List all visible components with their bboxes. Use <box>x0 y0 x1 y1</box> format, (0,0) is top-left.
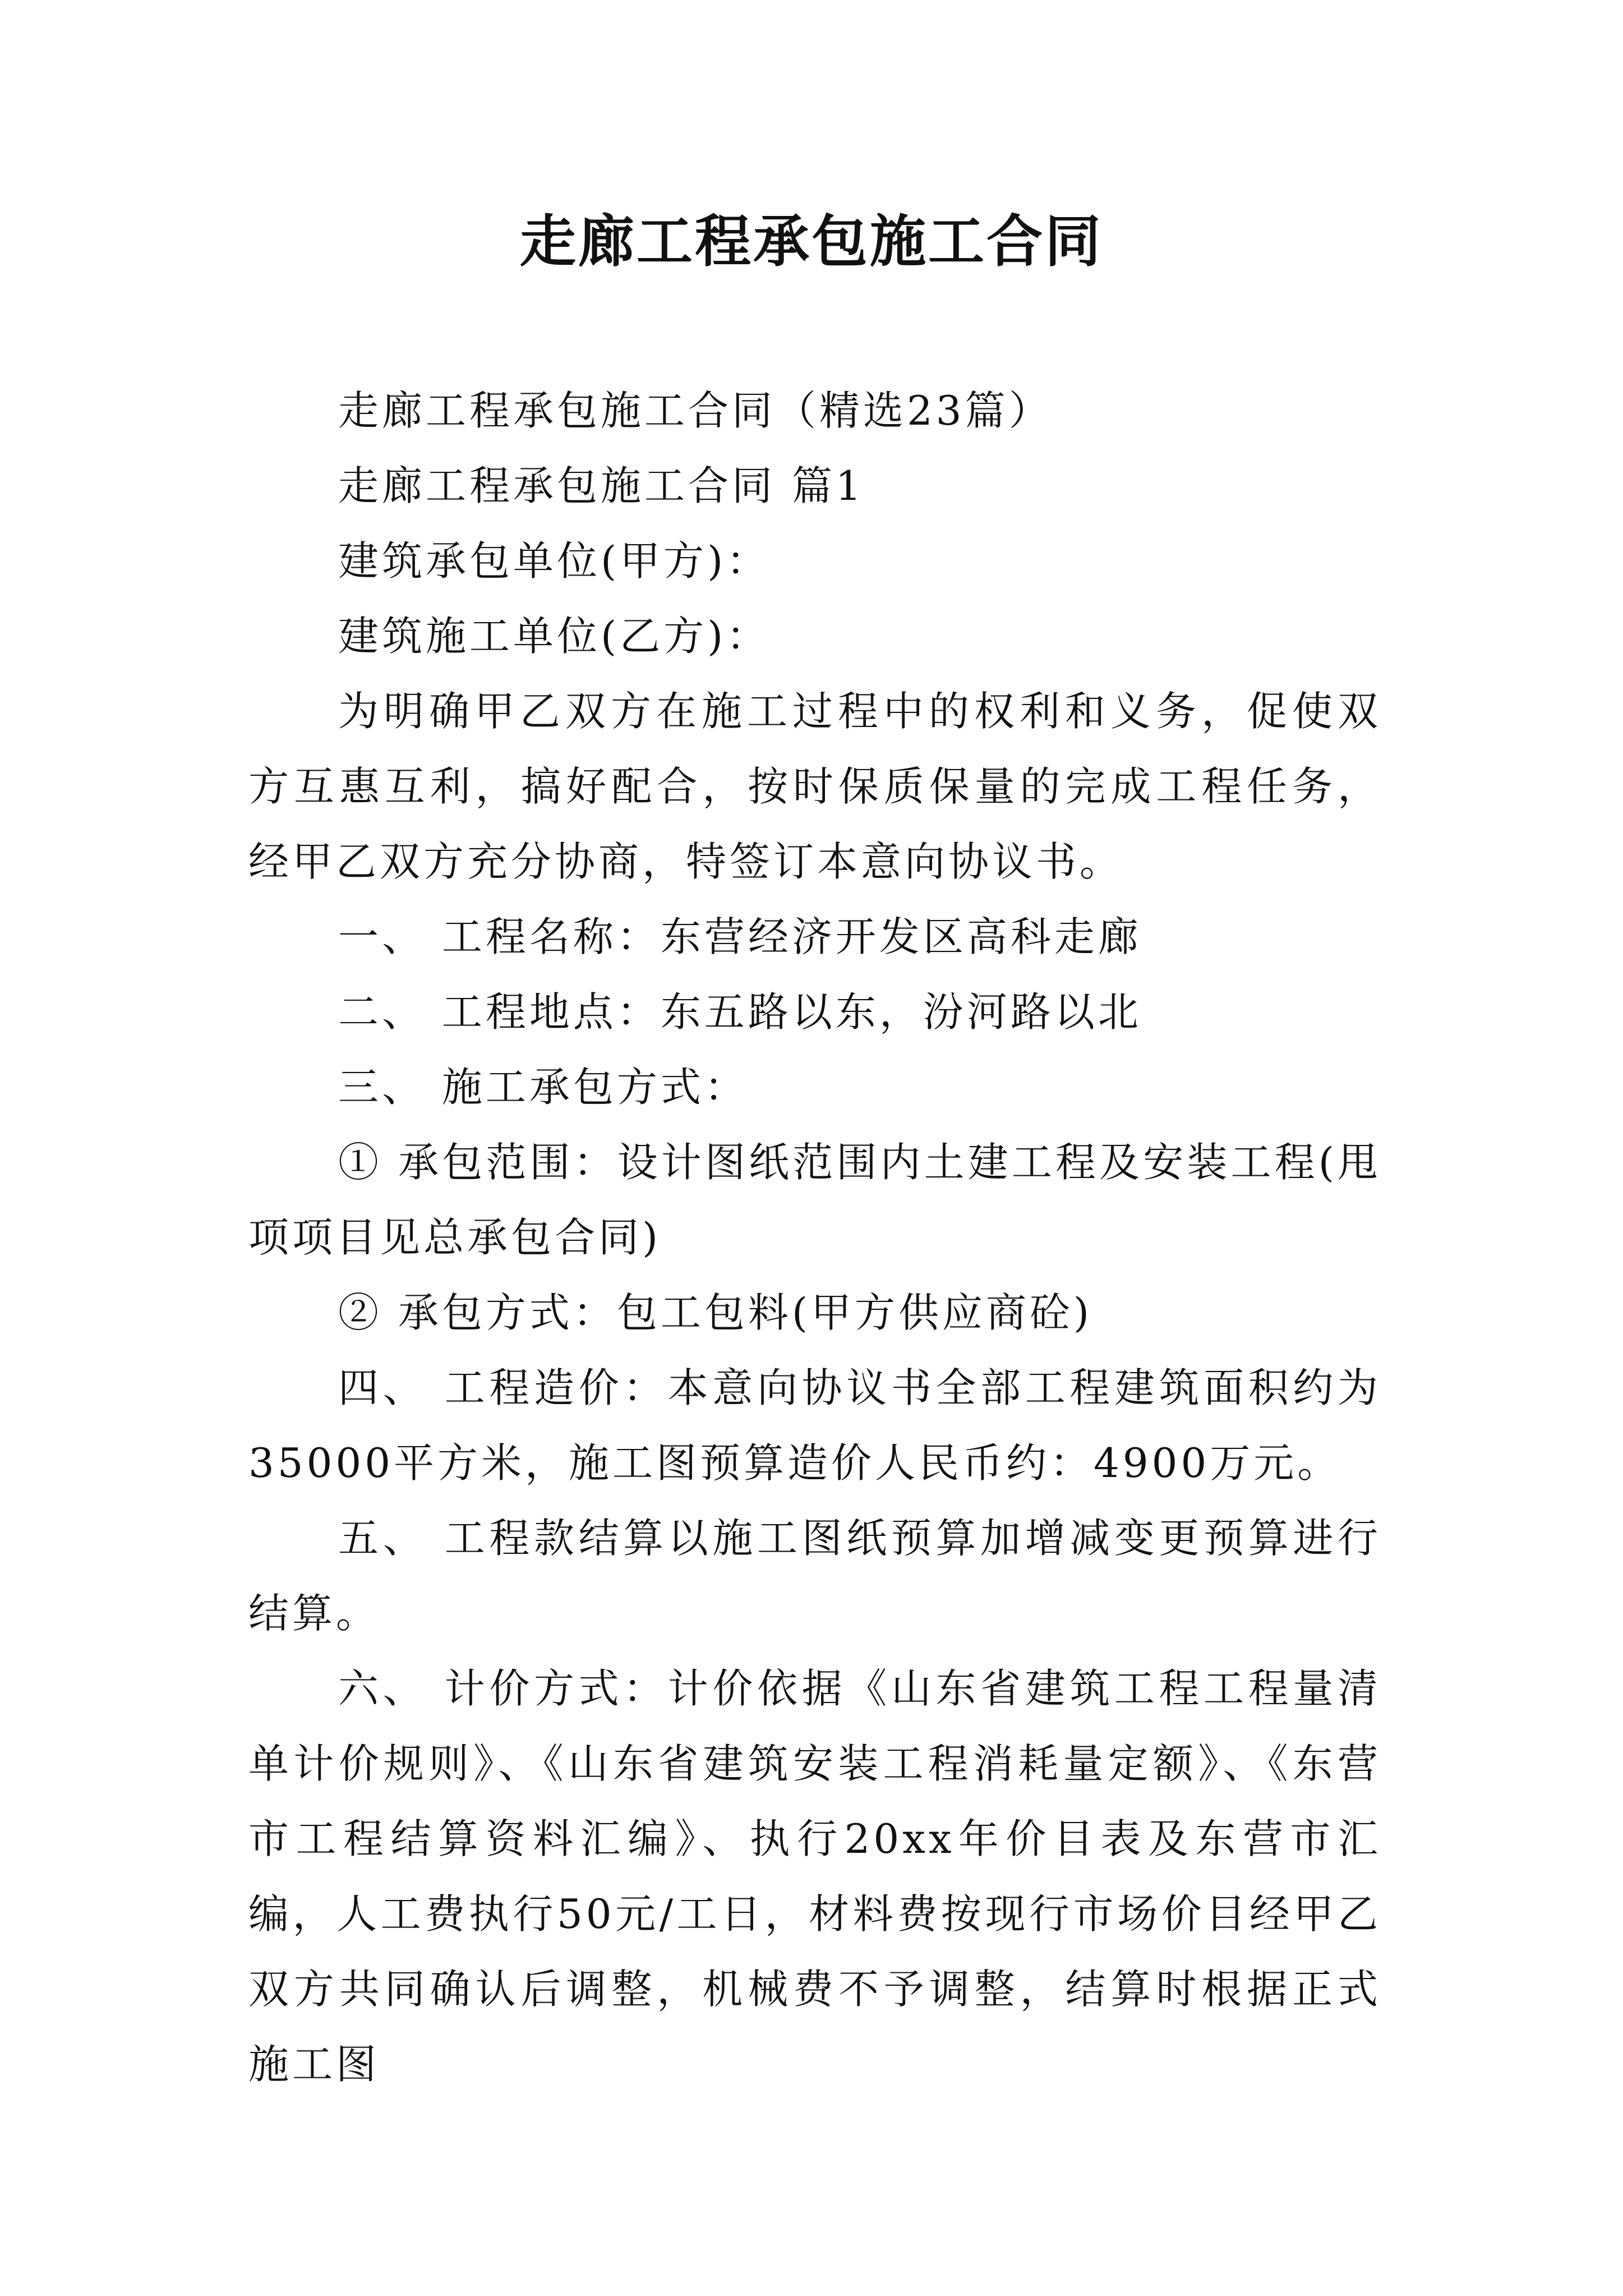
paragraph-purpose: 为明确甲乙双方在施工过程中的权利和义务，促使双方互惠互利，搞好配合，按时保质保量的完成工程任务，经甲乙双方充分协商，特签订本意向协议书。 <box>248 688 1381 885</box>
paragraph-party-a: 建筑承包单位(甲方)： <box>338 537 771 585</box>
paragraph-section-heading: 走廊工程承包施工合同 篇1 <box>338 462 865 509</box>
paragraph-contract-method: 三、 施工承包方式： <box>338 1064 748 1111</box>
paragraph-party-b: 建筑施工单位(乙方)： <box>338 613 771 660</box>
paragraph-pricing-method: 六、 计价方式：计价依据《山东省建筑工程工程量清单计价规则》、《山东省建筑安装工程消耗量定额》、《东营市工程结算资料汇编》、执行20xx年价目表及东营市汇编，人工费执行50元/工日，材料费按现行市场价目经甲乙双方共同确认后调整，机械费不予调整，结算时根据正式施工图 <box>248 1665 1381 2088</box>
document-title: 走廊工程承包施工合同 <box>520 208 1103 274</box>
paragraph-contract-mode: ② 承包方式：包工包料(甲方供应商砼) <box>338 1289 1093 1336</box>
paragraph-project-location: 二、 工程地点：东五路以东，汾河路以北 <box>338 988 1142 1036</box>
paragraph-settlement: 五、 工程款结算以施工图纸预算加增减变更预算进行结算。 <box>248 1515 1381 1637</box>
paragraph-project-name: 一、 工程名称：东营经济开发区高科走廊 <box>338 913 1142 960</box>
paragraph-subtitle: 走廊工程承包施工合同（精选23篇） <box>338 387 1053 434</box>
paragraph-contract-scope: ① 承包范围：设计图纸范围内土建工程及安装工程(甩项项目见总承包合同) <box>248 1139 1381 1261</box>
paragraph-project-cost: 四、 工程造价：本意向协议书全部工程建筑面积约为35000平方米，施工图预算造价人民币约：4900万元。 <box>248 1364 1381 1487</box>
document-body <box>248 373 1381 2102</box>
